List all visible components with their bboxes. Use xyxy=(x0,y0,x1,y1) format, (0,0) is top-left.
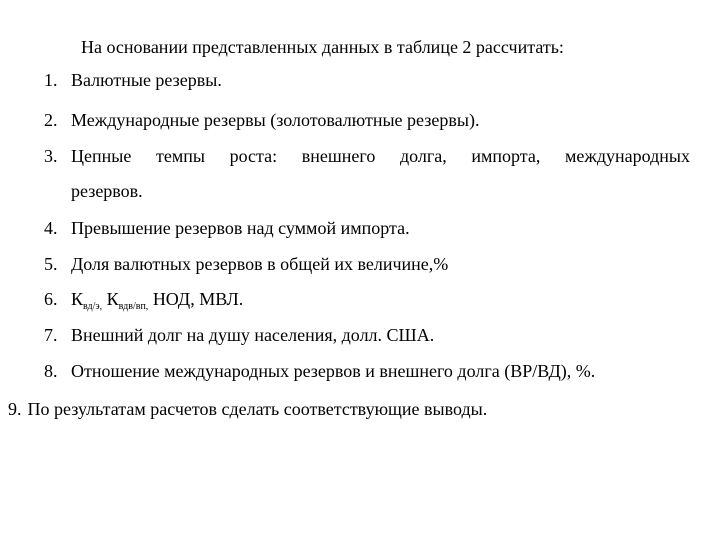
list-text: Доля валютных резервов в общей их величине,% xyxy=(71,254,449,274)
list-number: 4. xyxy=(44,218,58,238)
list-text: Цепные темпы роста: внешнего долга, импорта, международных xyxy=(71,146,690,166)
list-number: 9. xyxy=(8,399,22,419)
intro-text: На основании представленных данных в таблице 2 рассчитать: xyxy=(81,37,564,57)
list-item-3-continuation: резервов. xyxy=(71,181,143,201)
list-text xyxy=(71,288,690,310)
coefficient-k1: К xyxy=(71,289,84,309)
list-item-8 xyxy=(44,360,690,382)
list-item-9 xyxy=(8,398,487,420)
list-item-6 xyxy=(44,288,690,310)
list-number: 3. xyxy=(44,146,58,166)
list-number: 1. xyxy=(44,70,58,90)
list-text: Превышение резервов над суммой импорта. xyxy=(71,218,410,238)
list-item-2 xyxy=(44,109,690,131)
coefficient-k2: К xyxy=(106,289,119,309)
list-number: 2. xyxy=(44,110,58,130)
list-item-7 xyxy=(44,324,690,346)
coefficient-k2-subscript: вдв/вп, xyxy=(118,301,149,312)
list-number: 8. xyxy=(44,361,58,381)
list-text: Валютные резервы. xyxy=(71,70,222,90)
list-text-rest: НОД, МВЛ. xyxy=(148,289,244,309)
list-text: Отношение международных резервов и внешнего долга (ВР/ВД), %. xyxy=(71,361,596,381)
coefficient-k1-subscript: вд/э, xyxy=(83,301,103,312)
list-text: По результатам расчетов сделать соответствующие выводы. xyxy=(27,399,488,419)
list-text: Международные резервы (золотовалютные резервы). xyxy=(71,110,480,130)
list-item-5 xyxy=(44,253,690,275)
list-item-4 xyxy=(44,217,690,239)
list-number: 5. xyxy=(44,254,58,274)
list-item-1 xyxy=(44,69,690,91)
list-number: 7. xyxy=(44,325,58,345)
list-item-3 xyxy=(44,145,690,167)
list-text: Внешний долг на душу населения, долл. США. xyxy=(71,325,435,345)
list-number: 6. xyxy=(44,289,58,309)
